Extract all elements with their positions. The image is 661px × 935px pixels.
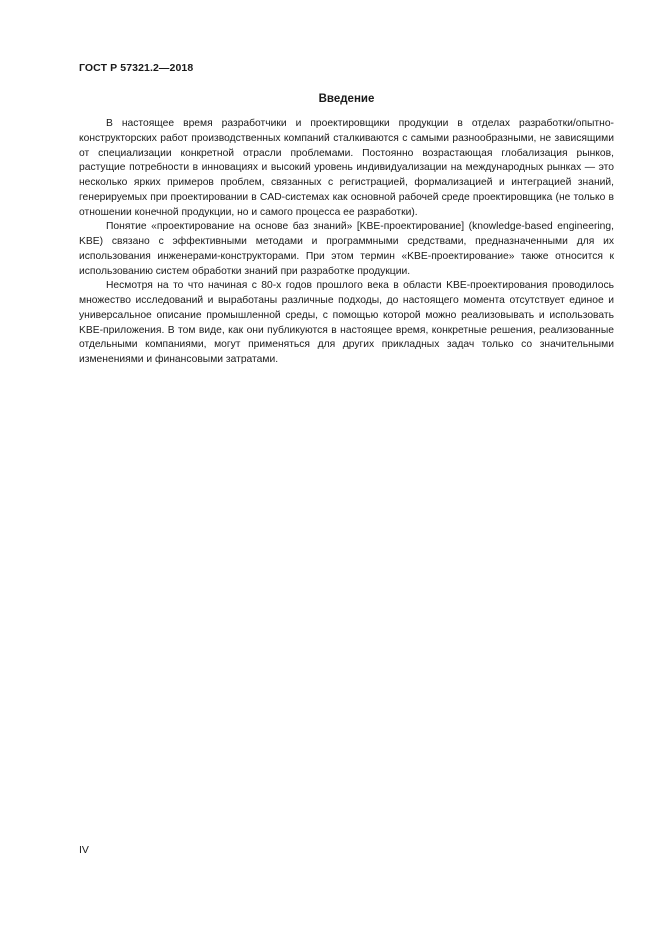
paragraph: Понятие «проектирование на основе баз знаний» [KBE-проектирование] (knowledge-based engineering, KBE) связано с эффективными методами и программными средствами, предназначенными для их использования инженерами-конструкторами. При этом термин «KBE-проектирование» также относится к использованию систем обработки знаний при разработке продукции. [79, 221, 614, 277]
introduction-body [79, 117, 614, 368]
page-number: IV [79, 844, 89, 856]
section-title: Введение [318, 93, 375, 105]
document-header: ГОСТ Р 57321.2—2018 [79, 62, 194, 74]
paragraph: В настоящее время разработчики и проектировщики продукции в отделах разработки/опытно-конструкторских работ производственных компаний сталкиваются с самыми разнообразными, не зависящими от специализации конкретной отрасли проблемами. Постоянно возрастающая глобализация рынков, растущие потребности в инновациях и высокий уровень индивидуализации на международных рынках — это несколько ярких примеров проблем, связанных с регистрацией, формализацией и интеграцией знаний, генерируемых при проектировании в CAD-системах как основной рабочей среде проектировщика (не только в отношении конечной продукции, но и самого процесса ее разработки). [79, 118, 614, 218]
paragraph: Несмотря на то что начиная с 80-х годов прошлого века в области KBE-проектирования проводилось множество исследований и выработаны различные подходы, до настоящего момента отсутствует единое и универсальное описание промышленной среды, с помощью которой можно реализовывать и использовать KBE-приложения. В том виде, как они публикуются в настоящее время, конкретные решения, реализованные отдельными компаниями, могут применяться для других прикладных задач только со значительными изменениями и финансовыми затратами. [79, 280, 614, 365]
